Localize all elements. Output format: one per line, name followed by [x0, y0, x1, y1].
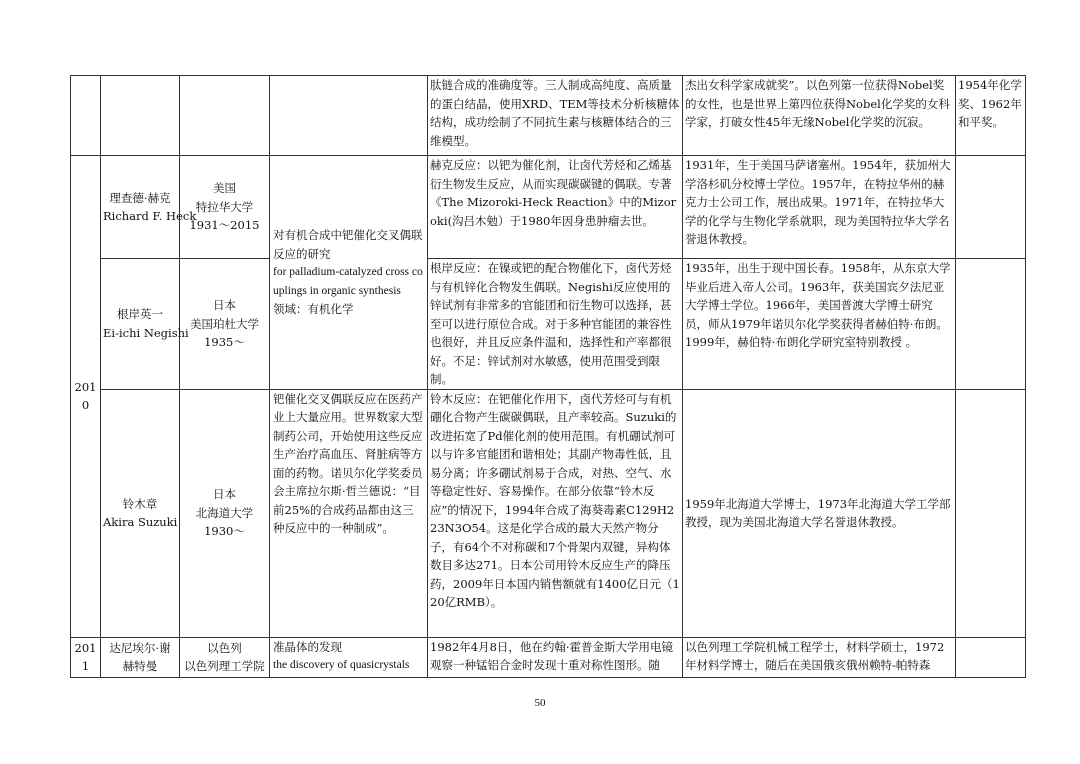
laureate-name-cn: 铃木章 — [122, 496, 158, 511]
nobel-prize-table — [70, 75, 1026, 678]
remark-cell: 1954年化学奖、1962年和平奖。 — [956, 76, 1026, 156]
year-cell — [71, 76, 101, 156]
table-row-negishi — [71, 259, 1026, 390]
contribution-cell: 赫克反应：以钯为催化剂，让卤代芳烃和乙烯基衍生物发生反应，从而实现碳碳键的偶联。专著《The Mizoroki-Heck Reaction》中的Mizoroki(沟吕木勉）于1980年因身患肿瘤去世。 — [428, 156, 683, 259]
laureate-name-cell — [101, 389, 180, 637]
contribution-cell: 根岸反应：在镍或钯的配合物催化下，卤代芳烃与有机锌化合物发生偶联。Negishi反应使用的锌试剂有非常多的官能团和衍生物可以选择，甚至可以进行原位合成。对于多种官能团的兼容性也很好，并且反应条件温和，选择性和产率都很好。不足：锌试剂对水敏感，使用范围受到限制。 — [428, 259, 683, 390]
table-row-continued — [71, 76, 1026, 156]
laureate-name-en: Ei-ichi Negishi — [103, 325, 189, 340]
contribution-cell: 铃木反应：在钯催化作用下，卤代芳烃可与有机硼化合物产生碳碳偶联，且产率较高。Suzuki的改进拓宽了Pd催化剂的使用范围。有机硼试剂可以与许多官能团和谐相处；其副产物毒性低，且易分离；许多硼试剂易于合成，对热、空气、水等稳定性好、容易操作。在部分依靠“铃木反应”的情况下，1994年合成了海葵毒素C129H223N3O54。这是化学合成的最大天然产物分子，有64个不对称碳和7个骨架内双键，异构体数目多达271。日本公司用铃木反应生产的降压药，2009年日本国内销售额就有1400亿日元（120亿RMB）。 — [428, 389, 683, 637]
remark-cell — [956, 637, 1026, 677]
country-institution-cell — [180, 156, 270, 259]
laureate-name-cn: 根岸英一 — [117, 307, 163, 322]
laureate-name-en: Akira Suzuki — [103, 515, 178, 529]
table-row-heck — [71, 156, 1026, 259]
laureate-name-en: Richard F. Heck — [103, 209, 197, 223]
country: 日本 — [213, 298, 236, 312]
name-cell — [101, 76, 180, 156]
institution-cell — [180, 76, 270, 156]
application-text: 钯催化交叉偶联反应在医药产业上大量应用。世界数家大型制药公司，开始使用这些反应生产治疗高血压、肾脏病等方面的药物。诺贝尔化学奖委员会主席拉尔斯·哲兰德说：“目前25%的合成药品都由这三种反应中的一种制成”。 — [273, 391, 423, 535]
country-institution-cell — [180, 259, 270, 390]
field-cn: 对有机合成中钯催化交叉偶联反应的研究 — [273, 228, 423, 261]
field-cell: 准晶体的发现 the discovery of quasicrystals — [270, 637, 428, 677]
laureate-name-cn: 理查德·赫克 — [109, 190, 171, 205]
country-institution-cell — [180, 389, 270, 637]
life-years: 1930～ — [204, 524, 245, 539]
contribution-cell: 1982年4月8日，他在约翰·霍普金斯大学用电镜观察一种锰铝合金时发现十重对称性图形。随 — [428, 637, 683, 677]
page-number: 50 — [534, 697, 546, 709]
life-years: 1931～2015 — [189, 218, 260, 233]
life-years: 1935～ — [204, 335, 245, 349]
biography-cell: 杰出女科学家成就奖”。以色列第一位获得Nobel奖的女性，也是世界上第四位获得Nobel化学奖的女科学家，打破女性45年无缘Nobel化学奖的沉寂。 — [683, 76, 956, 156]
country-institution-cell: 以色列 以色列理工学院 — [180, 637, 270, 677]
year-cell: 2011 — [71, 637, 101, 677]
country: 美国 — [213, 181, 236, 196]
year-cell: 2010 — [71, 156, 101, 638]
remark-cell — [956, 156, 1026, 259]
remark-cell — [956, 389, 1026, 637]
remark-cell — [956, 259, 1026, 390]
biography-cell: 以色列理工学院机械工程学士，材料学硕士，1972年材料学博士，随后在美国俄亥俄州赖特-帕特森 — [683, 637, 956, 677]
country: 日本 — [213, 487, 236, 502]
table-row-shechtman — [71, 637, 1026, 677]
table-row-suzuki — [71, 389, 1026, 637]
contribution-cell: 肽链合成的准确度等。三人制成高纯度、高质量的蛋白结晶，使用XRD、TEM等技术分析核糖体结构，成功绘制了不同抗生素与核糖体结合的三维模型。 — [428, 76, 683, 156]
field-cell — [270, 156, 428, 390]
laureate-name-cell — [101, 259, 189, 390]
field-en: for palladium-catalyzed cross couplings in organic synthesis — [273, 266, 423, 297]
field-cell — [270, 76, 428, 156]
biography-cell: 1931年，生于美国马萨诸塞州。1954年，获加州大学洛杉矶分校博士学位。1957年，在特拉华州的赫克力士公司工作，展出成果。1971年，在特拉华大学的化学与生物化学系就职，现为美国特拉华大学名誉退休教授。 — [683, 156, 956, 259]
biography-cell: 1959年北海道大学博士，1973年北海道大学工学部教授，现为美国北海道大学名誉退休教授。 — [683, 389, 956, 637]
application-cell — [270, 389, 428, 637]
institution: 美国珀杜大学 — [190, 316, 259, 331]
institution: 北海道大学 — [195, 505, 254, 520]
field-domain: 领域：有机化学 — [273, 302, 354, 316]
institution: 特拉华大学 — [195, 199, 254, 214]
laureate-name-cell — [101, 156, 197, 259]
laureate-name-cell: 达尼埃尔·谢 赫特曼 — [101, 637, 180, 677]
biography-cell: 1935年，出生于现中国长春。1958年，从东京大学毕业后进入帝人公司。1963年，获美国宾夕法尼亚大学博士学位。1966年，美国普渡大学博士研究员，师从1979年诺贝尔化学奖获得者赫伯特·布朗。1999年，赫伯特·布朗化学研究室特别教授 。 — [683, 259, 956, 390]
